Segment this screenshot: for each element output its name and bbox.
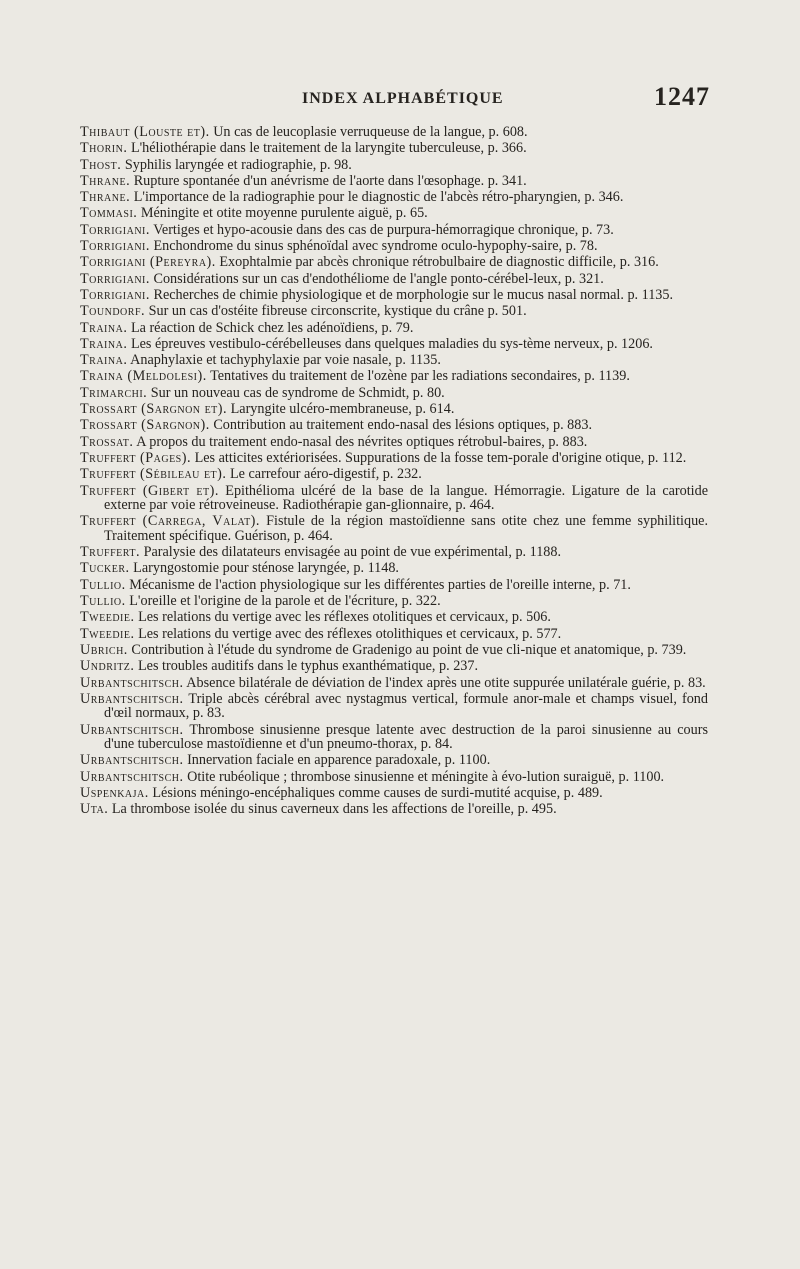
index-entry xyxy=(80,659,708,674)
index-entry xyxy=(80,594,708,609)
entry-text: Lésions méningo-encéphaliques comme causes de surdi-mutité acquise, p. 489. xyxy=(152,784,603,801)
index-entries xyxy=(80,125,708,819)
index-entry xyxy=(80,643,708,658)
entry-text: Thrombose sinusienne presque latente avec destruction de la paroi sinusienne au cours d'une tuberculose mastoïdienne et d'un pneumo-thorax, p. 84. xyxy=(104,721,708,753)
entry-author: Urbantschitsch. xyxy=(80,752,184,769)
entry-author: Thrane. xyxy=(80,189,131,206)
entry-text: Les relations du vertige avec les réflexes otolitiques et cervicaux, p. 506. xyxy=(138,609,551,626)
entry-author: Truffert (Gibert et). xyxy=(80,482,219,499)
entry-text: Enchondrome du sinus sphénoïdal avec syndrome oculo-hypophy-saire, p. 78. xyxy=(153,238,598,255)
index-entry xyxy=(80,304,708,319)
entry-text: Le carrefour aéro-digestif, p. 232. xyxy=(229,466,422,483)
entry-text: La thrombose isolée du sinus caverneux dans les affections de l'oreille, p. 495. xyxy=(111,801,557,818)
entry-author: Traina. xyxy=(80,352,128,369)
entry-text: A propos du traitement endo-nasal des névrites optiques rétrobul-baires, p. 883. xyxy=(136,433,588,450)
index-entry xyxy=(80,802,708,817)
entry-author: Toundorf. xyxy=(80,303,146,320)
entry-text: L'oreille et l'origine de la parole et de l'écriture, p. 322. xyxy=(129,593,441,610)
entry-author: Uta. xyxy=(80,801,109,818)
entry-author: Torrigiani (Pereyra). xyxy=(80,254,216,271)
entry-text: Absence bilatérale de déviation de l'index après une otite suppurée unilatérale guérie, p. 83. xyxy=(186,674,706,691)
index-entry xyxy=(80,255,708,270)
entry-text: Sur un cas d'ostéite fibreuse circonscrite, kystique du crâne p. 501. xyxy=(148,303,527,320)
entry-text: La réaction de Schick chez les adénoïdiens, p. 79. xyxy=(130,319,414,336)
index-entry xyxy=(80,288,708,303)
entry-text: Epithélioma ulcéré de la base de la langue. Hémorragie. Ligature de la carotide externe par voie rétroveineuse. Radiothérapie gan-glionnaire, p. 464. xyxy=(104,482,709,514)
index-entry xyxy=(80,514,708,543)
entry-author: Urbantschitsch. xyxy=(80,768,184,785)
entry-text: Rupture spontanée d'un anévrisme de l'aorte dans l'œsophage. p. 341. xyxy=(133,172,527,189)
index-entry xyxy=(80,484,708,513)
index-entry xyxy=(80,321,708,336)
entry-author: Trossart (Sargnon et). xyxy=(80,401,228,418)
entry-author: Tucker. xyxy=(80,560,130,577)
index-entry xyxy=(80,467,708,482)
index-entry xyxy=(80,627,708,642)
entry-text: Les épreuves vestibulo-cérébelleuses dans quelques maladies du sys-tème nerveux, p. 1206. xyxy=(130,335,653,352)
entry-author: Torrigiani. xyxy=(80,238,150,255)
entry-author: Tweedie. xyxy=(80,625,135,642)
index-entry xyxy=(80,158,708,173)
entry-author: Traina. xyxy=(80,335,128,352)
entry-author: Truffert. xyxy=(80,544,141,561)
entry-text: Contribution au traitement endo-nasal des lésions optiques, p. 883. xyxy=(213,417,593,434)
index-entry xyxy=(80,386,708,401)
entry-author: Thrane. xyxy=(80,172,131,189)
index-entry xyxy=(80,223,708,238)
entry-text: Méningite et otite moyenne purulente aiguë, p. 65. xyxy=(140,205,428,222)
page-header xyxy=(80,82,710,122)
index-entry xyxy=(80,190,708,205)
entry-text: Otite rubéolique ; thrombose sinusienne et méningite à évo-lution suraiguë, p. 1100. xyxy=(187,768,665,785)
running-title: INDEX ALPHABÉTIQUE xyxy=(302,90,504,107)
index-entry xyxy=(80,451,708,466)
entry-author: Truffert (Sébileau et). xyxy=(80,466,227,483)
entry-text: Les troubles auditifs dans le typhus exanthématique, p. 237. xyxy=(138,658,479,675)
index-entry xyxy=(80,239,708,254)
entry-text: Fistule de la région mastoïdienne sans otite chez une femme syphilitique. Traitement spécifique. Guérison, p. 464. xyxy=(104,513,709,544)
index-entry xyxy=(80,402,708,417)
index-entry xyxy=(80,272,708,287)
entry-author: Trimarchi. xyxy=(80,384,148,401)
index-entry xyxy=(80,561,708,576)
entry-author: Tullio. xyxy=(80,576,126,593)
entry-author: Urbantschitsch. xyxy=(80,674,184,691)
entry-author: Truffert (Carrega, Valat). xyxy=(80,513,260,530)
index-entry xyxy=(80,206,708,221)
index-entry xyxy=(80,418,708,433)
index-entry xyxy=(80,545,708,560)
entry-author: Thibaut (Louste et). xyxy=(80,124,210,140)
entry-text: Vertiges et hypo-acousie dans des cas de purpura-hémorragique chronique, p. 73. xyxy=(153,221,614,238)
entry-text: Innervation faciale en apparence paradoxale, p. 1100. xyxy=(187,752,491,769)
entry-author: Tweedie. xyxy=(80,609,135,626)
index-entry xyxy=(80,369,708,384)
entry-text: Recherches de chimie physiologique et de morphologie sur le mucus nasal normal. p. 1135. xyxy=(153,286,674,303)
index-entry xyxy=(80,753,708,768)
entry-author: Uspenkaja. xyxy=(80,784,149,801)
entry-text: Considérations sur un cas d'endothéliome de l'angle ponto-cérébel-leux, p. 321. xyxy=(153,270,604,287)
entry-text: Tentatives du traitement de l'ozène par les radiations secondaires, p. 1139. xyxy=(210,368,630,385)
entry-author: Torrigiani. xyxy=(80,270,150,287)
entry-author: Torrigiani. xyxy=(80,286,150,303)
entry-author: Ubrich. xyxy=(80,641,128,658)
index-entry xyxy=(80,723,708,752)
entry-author: Trossat. xyxy=(80,433,134,450)
index-entry xyxy=(80,786,708,801)
index-entry xyxy=(80,353,708,368)
entry-text: L'importance de la radiographie pour le diagnostic de l'abcès rétro-pharyngien, p. 346. xyxy=(133,189,624,206)
entry-author: Trossart (Sargnon). xyxy=(80,417,210,434)
index-entry xyxy=(80,692,708,721)
page-number: 1247 xyxy=(654,82,710,111)
index-entry xyxy=(80,141,708,156)
entry-text: Laryngostomie pour sténose laryngée, p. 1148. xyxy=(133,560,399,577)
entry-author: Thost. xyxy=(80,156,122,173)
entry-text: Contribution à l'étude du syndrome de Gradenigo au point de vue cli-nique et anatomique, p. 739. xyxy=(131,641,687,658)
index-entry xyxy=(80,125,708,140)
index-entry xyxy=(80,337,708,352)
entry-text: Triple abcès cérébral avec nystagmus vertical, formule anor-male et champs visuel, fond d'œil normaux, p. 83. xyxy=(104,690,708,722)
index-entry xyxy=(80,435,708,450)
entry-text: Sur un nouveau cas de syndrome de Schmidt, p. 80. xyxy=(150,384,445,401)
entry-author: Thorin. xyxy=(80,140,128,157)
entry-author: Truffert (Pages). xyxy=(80,449,192,466)
entry-text: Mécanisme de l'action physiologique sur les différentes parties de l'oreille interne, p. 71. xyxy=(129,576,631,593)
index-entry xyxy=(80,174,708,189)
entry-text: Syphilis laryngée et radiographie, p. 98. xyxy=(124,156,352,173)
entry-author: Torrigiani. xyxy=(80,221,150,238)
entry-text: L'héliothérapie dans le traitement de la laryngite tuberculeuse, p. 366. xyxy=(130,140,527,157)
entry-author: Tullio. xyxy=(80,593,126,610)
entry-author: Undritz. xyxy=(80,658,135,675)
index-entry xyxy=(80,610,708,625)
entry-text: Les atticites extériorisées. Suppurations de la fosse tem-porale d'origine otique, p. 112. xyxy=(194,449,687,466)
entry-author: Urbantschitsch. xyxy=(80,721,184,738)
entry-author: Tommasi. xyxy=(80,205,138,222)
entry-author: Traina. xyxy=(80,319,128,336)
entry-text: Laryngite ulcéro-membraneuse, p. 614. xyxy=(230,401,455,418)
entry-text: Un cas de leucoplasie verruqueuse de la langue, p. 608. xyxy=(213,124,528,140)
entry-text: Exophtalmie par abcès chronique rétrobulbaire de diagnostic difficile, p. 316. xyxy=(219,254,659,271)
index-entry xyxy=(80,578,708,593)
entry-author: Urbantschitsch. xyxy=(80,690,184,707)
entry-author: Traina (Meldolesi). xyxy=(80,368,207,385)
entry-text: Anaphylaxie et tachyphylaxie par voie nasale, p. 1135. xyxy=(130,352,441,369)
entry-text: Paralysie des dilatateurs envisagée au point de vue expérimental, p. 1188. xyxy=(143,544,562,561)
entry-text: Les relations du vertige avec des réflexes otolithiques et cervicaux, p. 577. xyxy=(138,625,562,642)
index-entry xyxy=(80,676,708,691)
index-entry xyxy=(80,770,708,785)
